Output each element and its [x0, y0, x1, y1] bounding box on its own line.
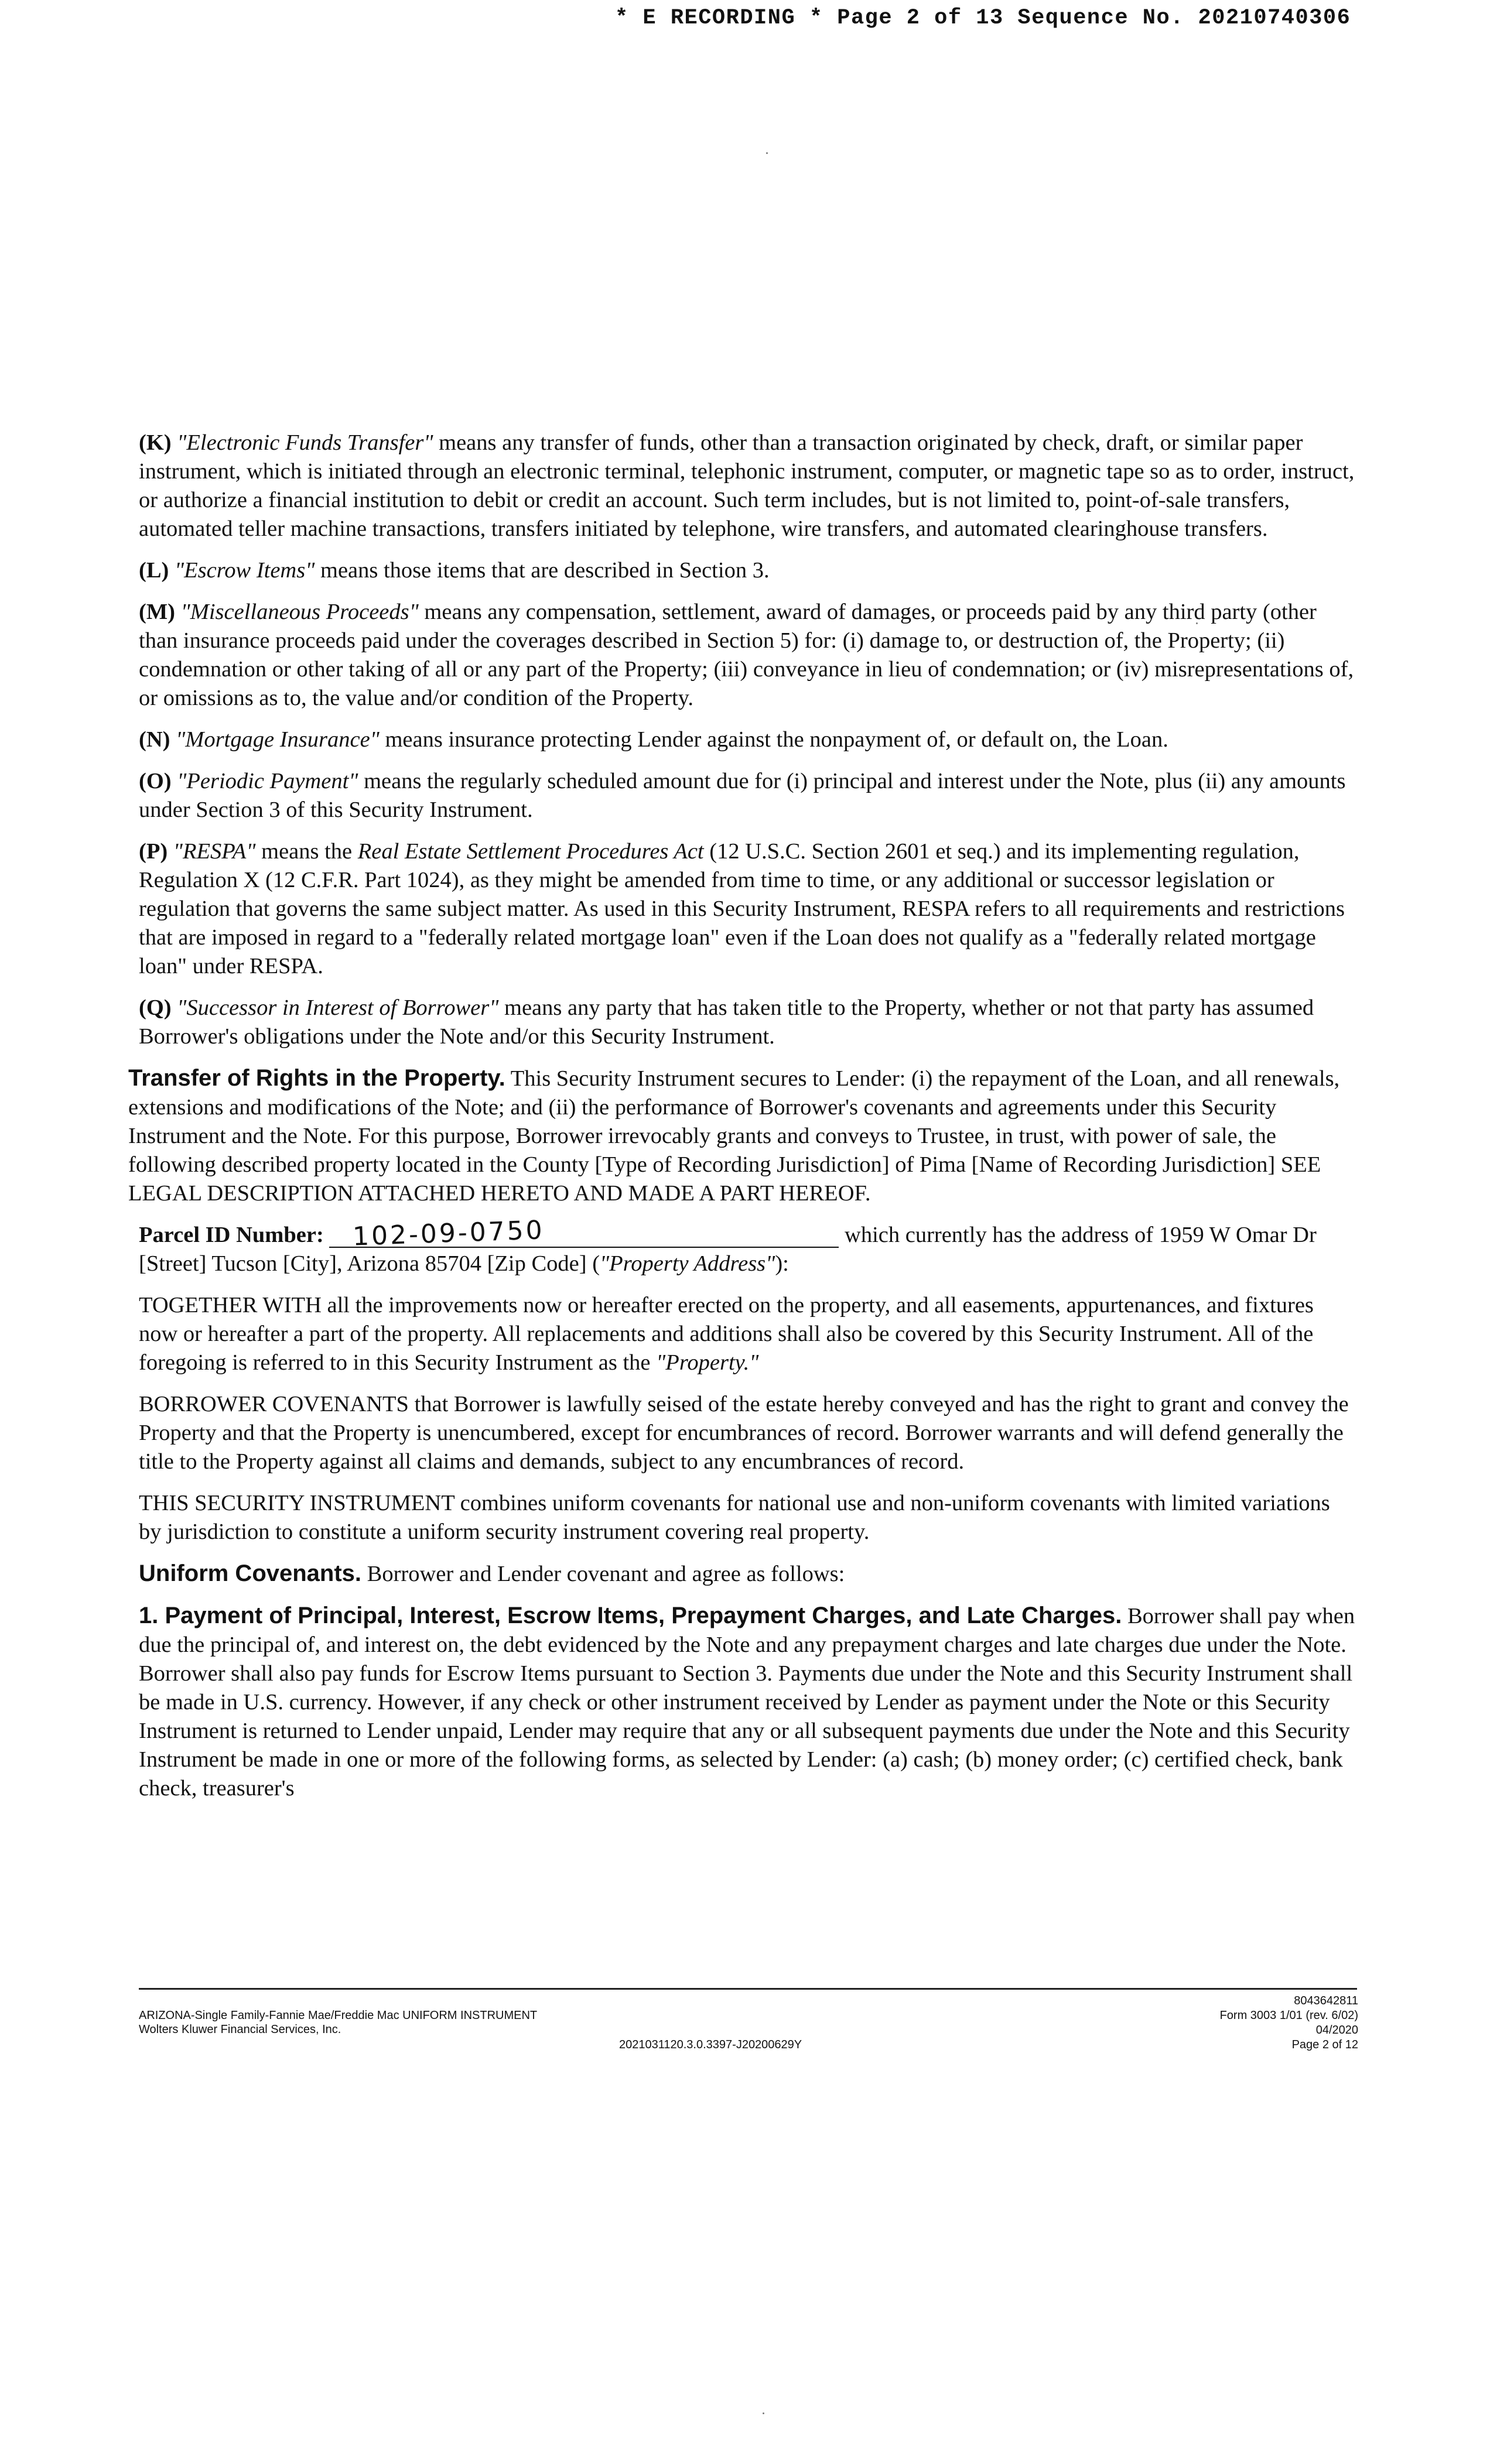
definition-text: means any transfer of funds, other than a transaction originated by check, draft, or similar paper instrument, which is initiated through an electronic terminal, telephonic instrument, computer, or magnetic tape so as to order, instruct, or authorize a financial institution to debit or credit an account. Such term includes, but is not limited to, point-of-sale transfers, automated teller machine transactions, transfers initiated by telephone, wire transfers, and automated clearinghouse transfers.: [139, 430, 1355, 541]
definition-term: "Periodic Payment": [177, 769, 358, 793]
borrower-covenants: BORROWER COVENANTS that Borrower is lawfully seised of the estate hereby conveyed and has the right to grant and convey the Property and that the Property is unencumbered, except for encumbrances of record. Borrower warrants and will defend generally the title to the Property against all claims and demands, subject to any encumbrances of record.: [139, 1392, 1349, 1474]
form-date: 04/2020: [1315, 2024, 1358, 2037]
definition-label: (L): [139, 558, 169, 583]
parcel-paragraph: [139, 1215, 1357, 1278]
definition-p: [139, 837, 1357, 981]
property-address-term: "Property Address": [600, 1251, 775, 1276]
definition-text: means insurance protecting Lender against the nonpayment of, or default on, the Loan.: [379, 727, 1168, 752]
definition-term: "RESPA": [173, 839, 256, 864]
scan-speck: [766, 152, 768, 154]
parcel-text: which currently has the address of 1959 W Omar Dr [Street] Tucson [City], Arizona 85704 [Zip Code] (: [139, 1223, 1317, 1276]
definition-n: [139, 725, 1357, 754]
parcel-text: ):: [775, 1251, 789, 1276]
property-term: "Property.": [656, 1350, 759, 1375]
definition-label: (O): [139, 769, 172, 793]
definition-label: (M): [139, 600, 175, 624]
transfer-of-rights: [128, 1064, 1357, 1208]
definition-text: means the regularly scheduled amount due for (i) principal and interest under the Note, plus (ii) any amounts under Section 3 of this Security Instrument.: [139, 769, 1346, 822]
document-body: [128, 429, 1357, 1816]
form-title: ARIZONA-Single Family-Fannie Mae/Freddie Mac UNIFORM INSTRUMENT: [139, 2009, 538, 2022]
definition-q: [139, 994, 1357, 1051]
uniform-covenants: [139, 1559, 1357, 1589]
definition-text: means the: [255, 839, 358, 864]
parcel-id-field: [329, 1215, 839, 1252]
recording-header: * E RECORDING * Page 2 of 13 Sequence No. 20210740306: [615, 6, 1351, 30]
definition-term: "Successor in Interest of Borrower": [177, 995, 499, 1020]
loan-number: 8043642811: [1294, 1994, 1358, 2007]
footer-rule: [139, 1988, 1357, 1990]
definition-text: means any party that has taken title to the Property, whether or not that party has assumed Borrower's obligations under the Note and/or this Security Instrument.: [139, 995, 1314, 1049]
parcel-label: Parcel ID Number:: [139, 1223, 324, 1247]
section-heading: Uniform Covenants.: [139, 1560, 362, 1586]
section-1-payment: [139, 1601, 1357, 1803]
definition-m: [139, 598, 1357, 713]
page-label: Page 2 of 12: [1291, 2038, 1358, 2051]
definition-term: "Electronic Funds Transfer": [177, 430, 433, 455]
definition-label: (Q): [139, 995, 172, 1020]
definition-text: means any compensation, settlement, award of damages, or proceeds paid by any third party (other than insurance proceeds paid under the coverages described in Section 5) for: (i) damage to, or destruction of, the Property; (ii) condemnation or other taking of all or any part of the Property; (iii) conveyance in lieu of condemnation; or (iv) misrepresentations of, or omissions as to, the value and/or condition of the Property.: [139, 600, 1354, 710]
together-with: [139, 1291, 1357, 1377]
paragraph-text: TOGETHER WITH all the improvements now or hereafter erected on the property, and all easements, appurtenances, and fixtures now or hereafter a part of the property. All replacements and additions shall also be covered by this Security Instrument. All of the foregoing is referred to in this Security Instrument as the: [139, 1293, 1314, 1375]
definition-o: [139, 767, 1357, 824]
definition-text: means those items that are described in Section 3.: [315, 558, 770, 583]
section-heading: 1. Payment of Principal, Interest, Escrow Items, Prepayment Charges, and Late Charges.: [139, 1603, 1122, 1628]
definition-label: (N): [139, 727, 170, 752]
document-code: 2021031120.3.0.3397-J20200629Y: [619, 2038, 802, 2051]
definition-term: "Mortgage Insurance": [176, 727, 380, 752]
form-number: Form 3003 1/01 (rev. 6/02): [1219, 2009, 1358, 2022]
parcel-id-handwritten: 102-09-0750: [352, 1215, 545, 1252]
section-text: This Security Instrument secures to Lender: (i) the repayment of the Loan, and all renewals, extensions and modifications of the Note; and (ii) the performance of Borrower's covenants and agreements under this Security Instrument and the Note. For this purpose, Borrower irrevocably grants and conveys to Trustee, in trust, with power of sale, the following described property located in the County [Type of Recording Jurisdiction] of Pima [Name of Recording Jurisdiction] SEE LEGAL DESCRIPTION ATTACHED HERETO AND MADE A PART HEREOF.: [128, 1066, 1340, 1206]
security-instrument-statement: THIS SECURITY INSTRUMENT combines uniform covenants for national use and non-uniform covenants with limited variations by jurisdiction to constitute a uniform security instrument covering real property.: [139, 1491, 1330, 1544]
definition-l: [139, 556, 1357, 585]
section-heading: Transfer of Rights in the Property.: [128, 1065, 505, 1091]
section-text: Borrower shall pay when due the principal of, and interest on, the debt evidenced by the Note and any prepayment charges and late charges due under the Note. Borrower shall also pay funds for Escrow Items pursuant to Section 3. Payments due under the Note and this Security Instrument shall be made in U.S. currency. However, if any check or other instrument received by Lender as payment under the Note or this Security Instrument is returned to Lender unpaid, Lender may require that any or all subsequent payments due under the Note and this Security Instrument be made in one or more of the following forms, as selected by Lender: (a) cash; (b) money order; (c) certified check, bank check, treasurer's: [139, 1604, 1355, 1801]
definition-k: [139, 429, 1357, 543]
publisher: Wolters Kluwer Financial Services, Inc.: [139, 2023, 341, 2036]
definition-text: (12 U.S.C. Section 2601 et seq.) and its implementing regulation, Regulation X (12 C.F.R. Part 1024), as they might be amended from time to time, or any additional or successor legislation or regulation that governs the same subject matter. As used in this Security Instrument, RESPA refers to all requirements and restrictions that are imposed in regard to a "federally related mortgage loan" even if the Loan does not qualify as a "federally related mortgage loan" under RESPA.: [139, 839, 1345, 978]
definition-term: "Miscellaneous Proceeds": [180, 600, 419, 624]
act-title: Real Estate Settlement Procedures Act: [357, 839, 704, 864]
definition-label: (P): [139, 839, 168, 864]
section-text: Borrower and Lender covenant and agree as follows:: [361, 1562, 845, 1586]
definition-term: "Escrow Items": [174, 558, 315, 583]
definition-label: (K): [139, 430, 172, 455]
scan-speck: [763, 2412, 764, 2414]
